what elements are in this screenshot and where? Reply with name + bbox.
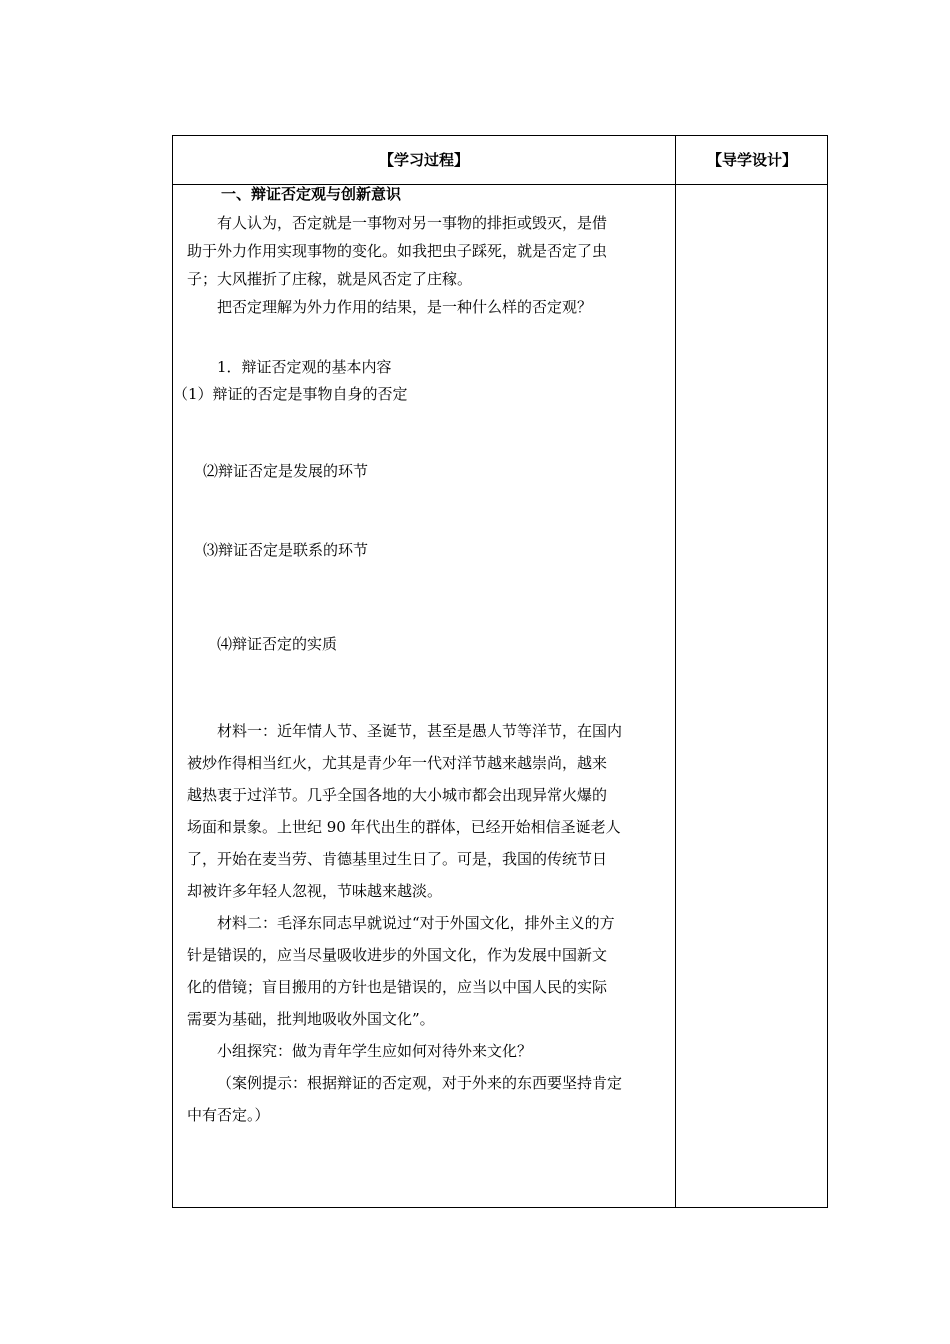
material-2-line-1: 材料二：毛泽东同志早就说过“对于外国文化，排外主义的方 <box>217 914 615 932</box>
material-1-line-4: 场面和景象。上世纪 90 年代出生的群体，已经开始相信圣诞老人 <box>187 818 621 836</box>
header-learning-process: 【学习过程】 <box>378 151 469 169</box>
learning-table <box>172 135 828 1208</box>
intro-line-1: 有人认为，否定就是一事物对另一事物的排拒或毁灭，是借 <box>217 214 608 232</box>
point-4: ⑷辩证否定的实质 <box>217 635 338 653</box>
point-1: （1）辩证的否定是事物自身的否定 <box>173 385 408 403</box>
point-3: ⑶辩证否定是联系的环节 <box>203 541 369 559</box>
hint-line-1: （案例提示：根据辩证的否定观，对于外来的东西要坚持肯定 <box>217 1074 623 1092</box>
intro-line-3: 子；大风摧折了庄稼，就是风否定了庄稼。 <box>187 270 473 288</box>
material-2-line-3: 化的借镜；盲目搬用的方针也是错误的，应当以中国人民的实际 <box>187 978 608 996</box>
section-title: 一、辩证否定观与创新意识 <box>221 185 402 203</box>
intro-line-2: 助于外力作用实现事物的变化。如我把虫子踩死，就是否定了虫 <box>187 242 608 260</box>
sub-heading: 1．辩证否定观的基本内容 <box>217 358 392 376</box>
guidance-design-column <box>676 185 828 1207</box>
question-text: 把否定理解为外力作用的结果，是一种什么样的否定观？ <box>217 298 593 316</box>
material-1-line-5: 了，开始在麦当劳、肯德基里过生日了。可是，我国的传统节日 <box>187 850 608 868</box>
material-1-line-6: 却被许多年轻人忽视，节味越来越淡。 <box>187 882 443 900</box>
material-1-line-1: 材料一：近年情人节、圣诞节，甚至是愚人节等洋节，在国内 <box>217 722 623 740</box>
material-1-line-2: 被炒作得相当红火，尤其是青少年一代对洋节越来越崇尚，越来 <box>187 754 608 772</box>
header-guidance-design: 【导学设计】 <box>706 151 797 169</box>
hint-line-2: 中有否定。） <box>187 1106 270 1124</box>
material-2-line-2: 针是错误的，应当尽量吸收进步的外国文化，作为发展中国新文 <box>187 946 608 964</box>
material-2-line-4: 需要为基础，批判地吸收外国文化”。 <box>187 1010 435 1028</box>
material-1-line-3: 越热衷于过洋节。几乎全国各地的大小城市都会出现异常火爆的 <box>187 786 608 804</box>
group-inquiry: 小组探究：做为青年学生应如何对待外来文化？ <box>217 1042 533 1060</box>
point-2: ⑵辩证否定是发展的环节 <box>203 462 369 480</box>
